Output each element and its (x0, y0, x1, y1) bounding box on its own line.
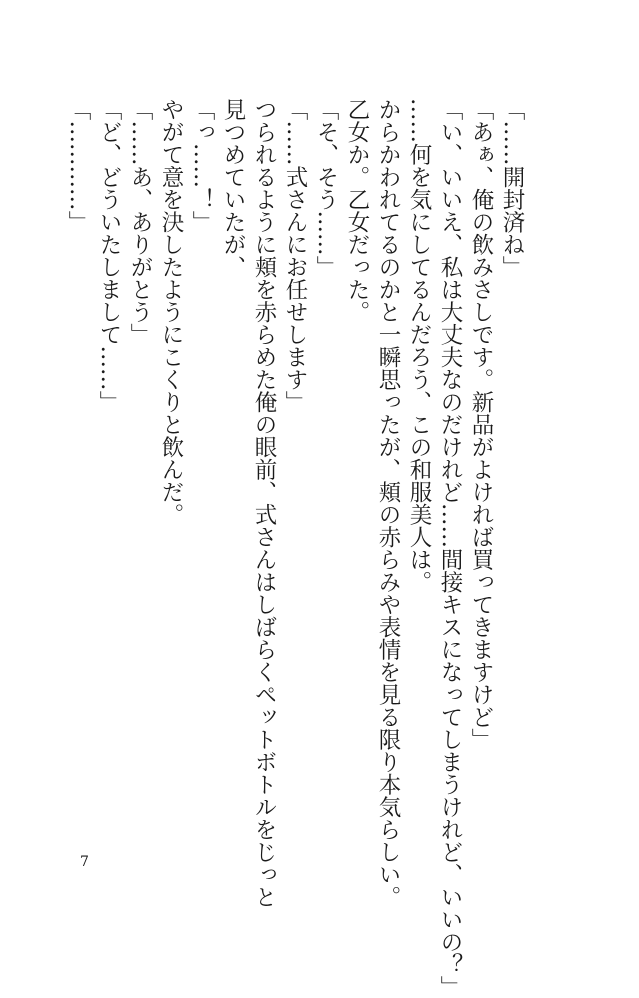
text-line: 「……式さんにお任せします」 (282, 98, 308, 413)
vertical-text-body (62, 98, 527, 998)
text-line: 「あぁ、俺の飲みさしです。新品がよければ買ってきますけど」 (468, 98, 494, 751)
text-line: やがて意を決したようにこくりと飲んだ。 (158, 98, 184, 526)
text-line: 「……開封済ね」 (499, 98, 525, 278)
text-line: 「……あ、ありがとう」 (127, 98, 153, 346)
text-line: 見つめていたが、 (220, 98, 246, 278)
text-line: 「…………」 (65, 98, 91, 233)
text-line: 「ど、どういたしまして……」 (96, 98, 122, 413)
page-number: 7 (80, 854, 89, 870)
text-line: 「っ……！」 (189, 98, 215, 233)
text-line: 「い、いいえ、私は大丈夫なのだけれど……間接キスになってしまうけれど、いいの？」 (437, 98, 463, 998)
text-line: からかわれてるのかと一瞬思ったが、頬の赤らみや表情を見る限り本気らしい。 (375, 98, 401, 908)
text-line: ……何を気にしてるんだろう、この和服美人は。 (406, 98, 432, 593)
text-line: つられるように頬を赤らめた俺の眼前、式さんはしばらくペットボトルをじっと (251, 98, 277, 908)
text-line: 「そ、そう……」 (313, 98, 339, 278)
text-line: 乙女か。乙女だった。 (344, 98, 370, 323)
